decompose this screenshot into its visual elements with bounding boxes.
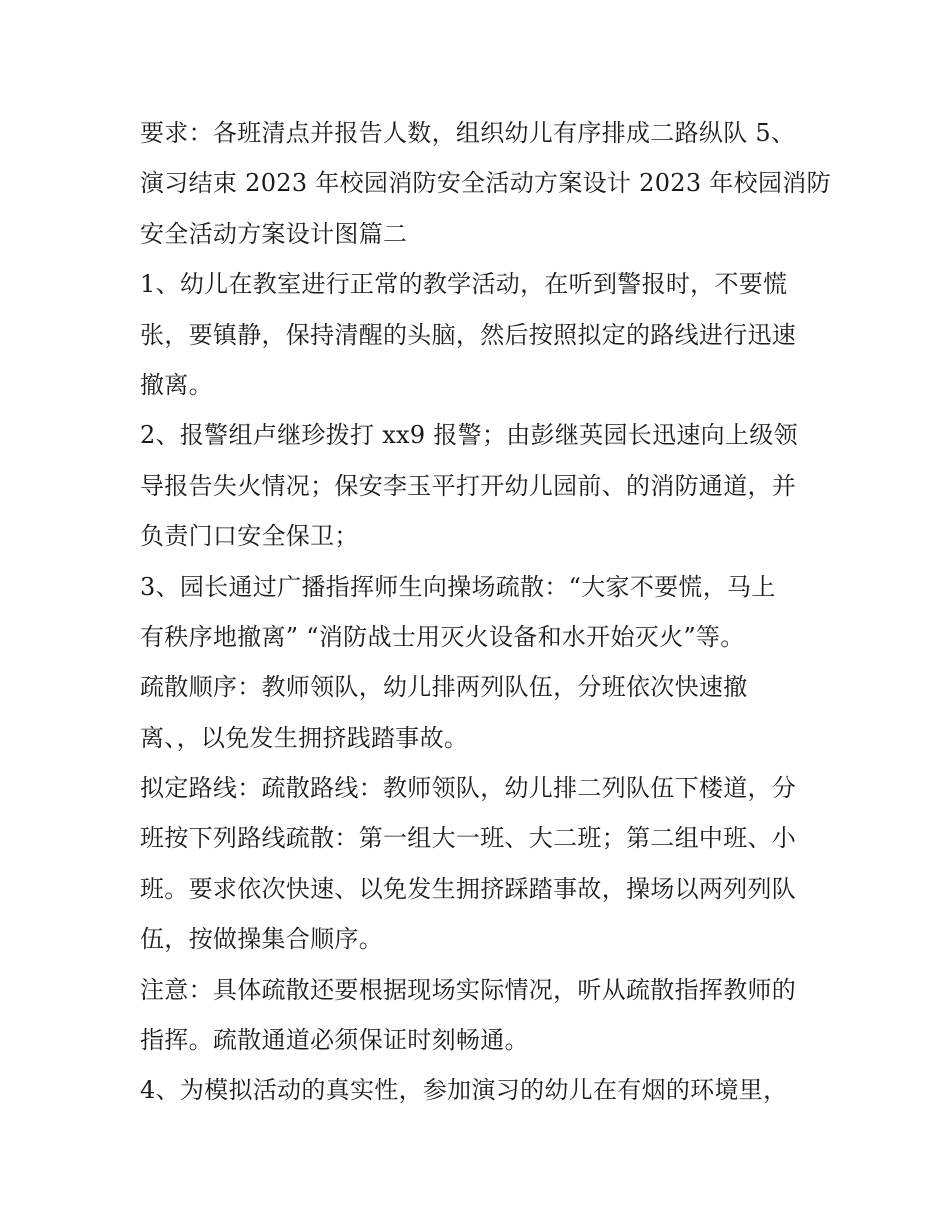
text-line: 张，要镇静，保持清醒的头脑，然后按照拟定的路线进行迅速 [140, 320, 797, 349]
text-line: 要求：各班清点并报告人数，组织幼儿有序排成二路纵队 5、 [140, 119, 796, 147]
document-body [140, 108, 831, 1116]
text-line: 注意：具体疏散还要根据现场实际情况，听从疏散指挥教师的 [140, 975, 797, 1004]
text-line: 离、，以免发生拥挤践踏事故。 [140, 723, 469, 752]
text-line: 导报告失火情况；保安李玉平打开幼儿园前、的消防通道，并 [140, 471, 797, 500]
text-line: 4、为模拟活动的真实性，参加演习的幼儿在有烟的环境里， [140, 1076, 788, 1105]
text-line: 拟定路线：疏散路线：教师领队，幼儿排二列队伍下楼道，分 [140, 774, 797, 803]
text-line: 3、园长通过广播指挥师生向操场疏散：“大家不要慌，马上 [140, 572, 776, 601]
text-line: 班按下列路线疏散：第一组大一班、大二班；第二组中班、小 [140, 824, 797, 853]
text-line: 安全活动方案设计图篇二 [140, 219, 408, 248]
text-line: 班。要求依次快速、以免发生拥挤踩踏事故，操场以两列列队 [140, 874, 797, 903]
text-line: 有秩序地撤离” “消防战士用灭火设备和水开始灭火”等。 [140, 622, 745, 651]
text-line: 负责门口安全保卫； [140, 522, 359, 551]
text-line: 2、报警组卢继珍拨打 xx9 报警；由彭继英园长迅速向上级领 [140, 421, 798, 450]
text-line: 指挥。疏散通道必须保证时刻畅通。 [140, 1026, 529, 1055]
text-line: 撤离。 [140, 370, 213, 399]
text-line: 伍，按做操集合顺序。 [140, 925, 383, 954]
text-line: 1、幼儿在教室进行正常的教学活动，在听到警报时，不要慌 [140, 270, 788, 299]
text-line: 演习结束 2023 年校园消防安全活动方案设计 2023 年校园消防 [140, 169, 831, 198]
text-line: 疏散顺序：教师领队，幼儿排两列队伍，分班依次快速撤 [140, 673, 748, 702]
